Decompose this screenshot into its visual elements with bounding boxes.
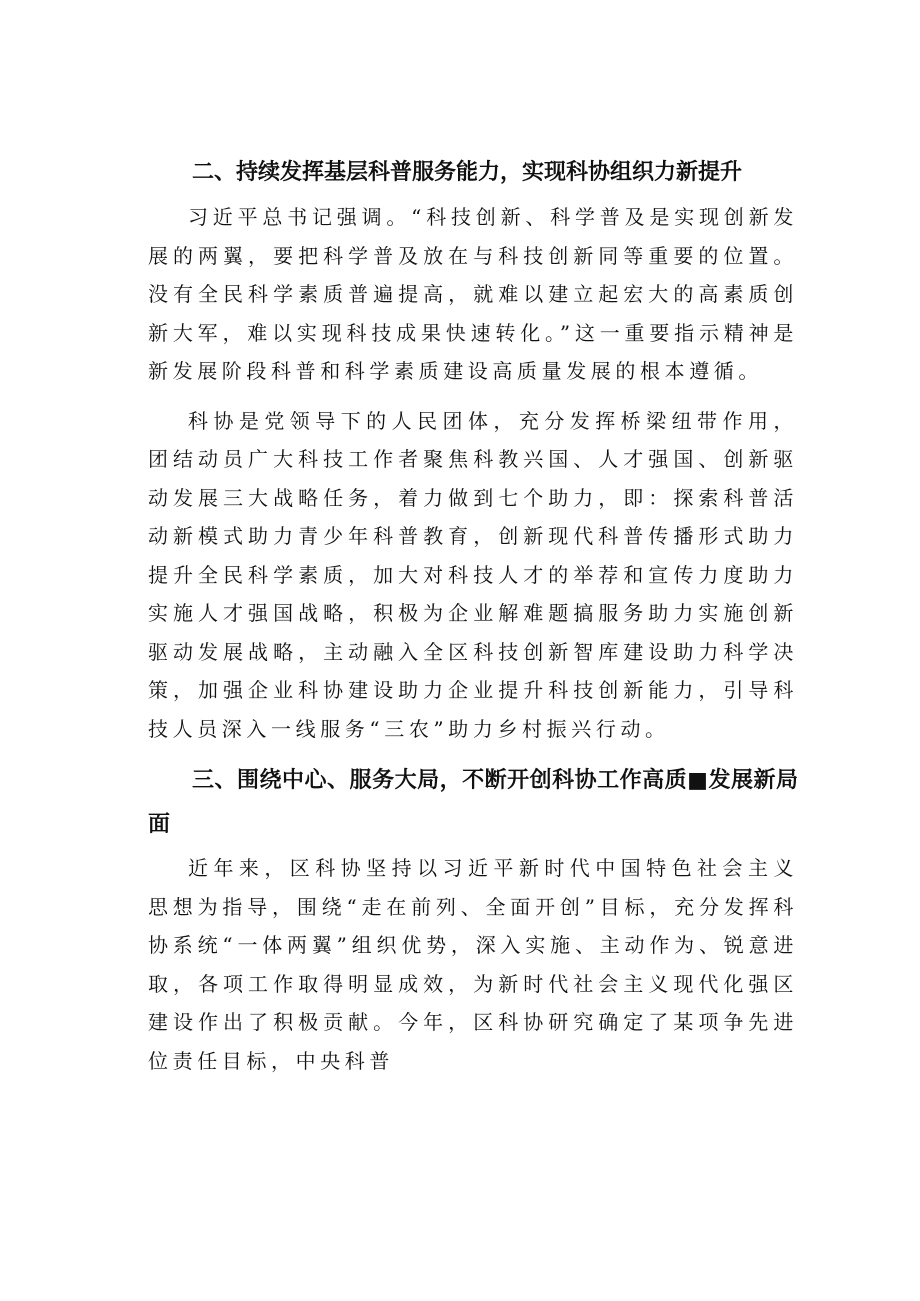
section-heading-2: 二、持续发挥基层科普服务能力，实现科协组织力新提升 (192, 160, 743, 185)
paragraph-1: 习近平总书记强调。“科技创新、科学普及是实现创新发展的两翼，要把科学普及放在与科技创新同等重要的位置。没有全民科学素质普遍提高，就难以建立起宏大的高素质创新大军，难以实现科技成果快速转化。”这一重要指示精神是新发展阶段科普和科学素质建设高质量发展的根本遵循。 (148, 205, 798, 383)
paragraph-2: 科协是党领导下的人民团体，充分发挥桥梁纽带作用，团结动员广大科技工作者聚焦科教兴国、人才强国、创新驱动发展三大战略任务，着力做到七个助力，即：探索科普活动新模式助力青少年科普教育，创新现代科普传播形式助力提升全民科学素质，加大对科技人才的举荐和宣传力度助力实施人才强国战略，积极为企业解难题搞服务助力实施创新驱动发展战略，主动融入全区科技创新智库建设助力科学决策，加强企业科协建设助力企业提升科技创新能力，引导科技人员深入一线服务“三农”助力乡村振兴行动。 (148, 408, 798, 741)
paragraph-3: 近年来，区科协坚持以习近平新时代中国特色社会主义思想为指导，围绕“走在前列、全面开创”目标，充分发挥科协系统“一体两翼”组织优势，深入实施、主动作为、锐意进取，各项工作取得明显成效，为新时代社会主义现代化强区建设作出了积极贡献。今年，区科协研究确定了某项争先进位责任目标，中央科普 (148, 856, 798, 1073)
section-heading-3: 三、围绕中心、服务大局，不断开创科协工作高质■发展新局面 (148, 768, 798, 837)
document-page (148, 158, 798, 1091)
